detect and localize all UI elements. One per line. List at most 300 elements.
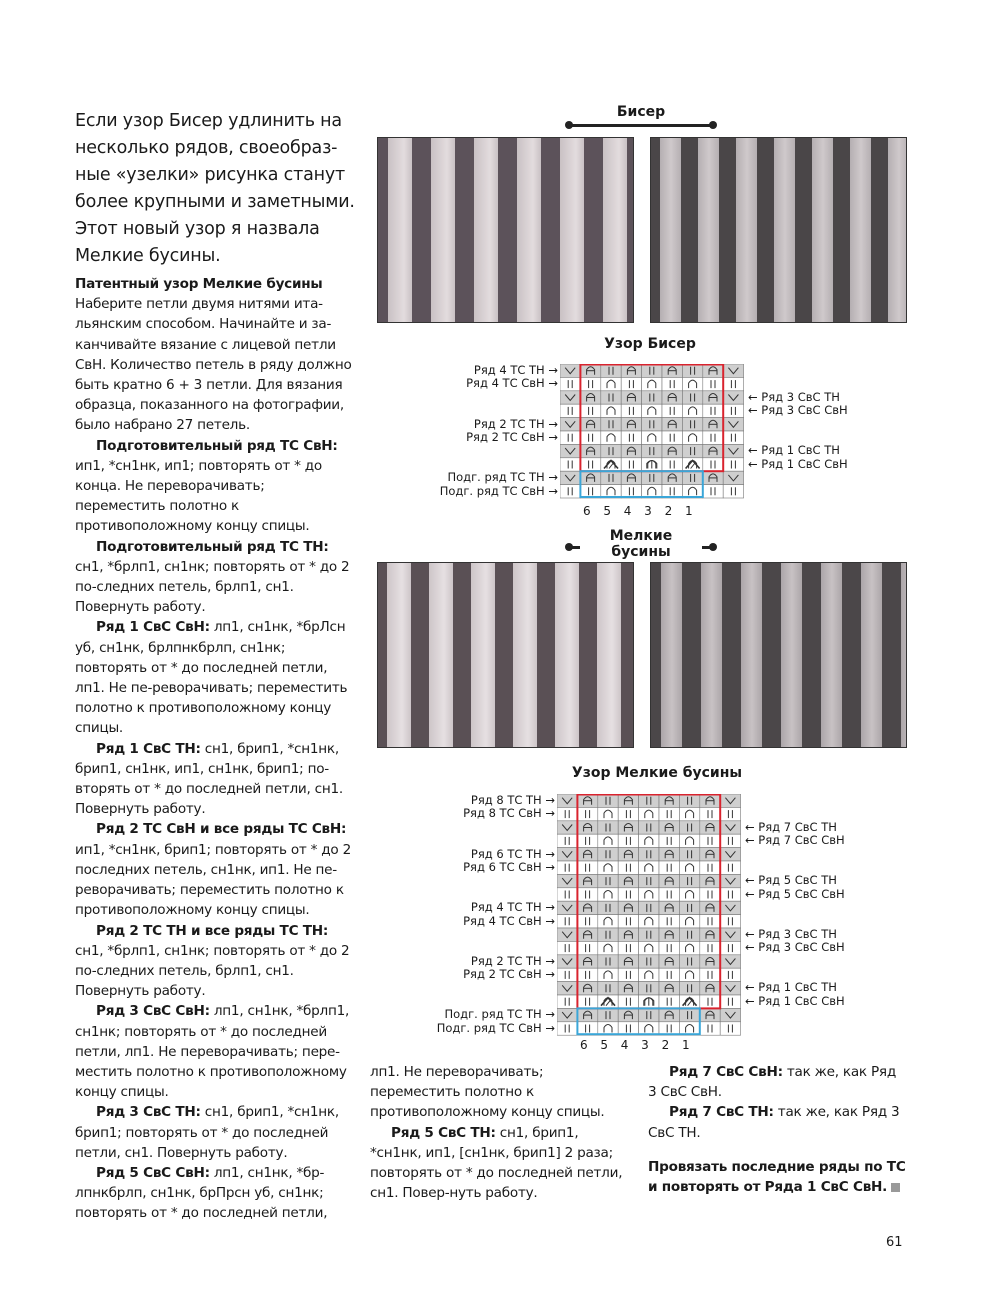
row-label-left: Ряд 4 ТС ТН → (470, 900, 555, 915)
chart-cell (639, 807, 659, 820)
photo-title-biser: Бисер (595, 104, 687, 120)
chart-cell (642, 391, 662, 404)
chart-cell (557, 941, 577, 954)
chart-cell (639, 901, 659, 914)
chart-cell (560, 471, 580, 484)
paragraph (75, 1102, 355, 1163)
chart-cell (723, 418, 743, 431)
chart-cell (639, 941, 659, 954)
chart-cell (618, 995, 638, 1008)
chart-cell (682, 364, 702, 377)
chart-title-biser: Узор Бисер (604, 336, 696, 352)
chart-cell (639, 955, 659, 968)
row-label-right (745, 807, 865, 820)
chart-cell (682, 418, 702, 431)
paragraph-text: лп1, сн1нк, *брЛсн уб, сн1нк, брлпнкбрлп, сн1нк; повторять от * до последней петли, лп1. Не пе-реворачивать; переместить полотно к противоположному концу спицы. (75, 619, 348, 737)
row-label-left: Ряд 8 ТС ТН → (470, 793, 555, 807)
chart-biser-left-labels (380, 364, 558, 498)
chart-cell (621, 377, 641, 390)
chart-cell (601, 364, 621, 377)
chart-cell (598, 848, 618, 861)
paragraph (75, 739, 355, 820)
chart-cell (723, 431, 743, 444)
row-label-left: Подг. ряд ТС ТН → (447, 470, 558, 485)
chart-cell (601, 391, 621, 404)
row-label-left (377, 834, 555, 847)
text-column-3 (648, 1062, 908, 1197)
chart-cell (557, 848, 577, 861)
paragraph-heading: Ряд 3 СвС СвН: (96, 1003, 210, 1020)
chart-cell (618, 941, 638, 954)
chart-cell (598, 807, 618, 820)
row-label-right (745, 1022, 865, 1035)
chart-cell (700, 807, 720, 820)
chart-cell (601, 471, 621, 484)
chart-cell (700, 888, 720, 901)
paragraph (370, 1062, 632, 1123)
row-label-right (745, 901, 865, 914)
title-rule (568, 124, 714, 127)
chart-cell (557, 874, 577, 887)
chart-cell (720, 1008, 740, 1021)
row-label-left: Ряд 2 ТС ТН → (470, 953, 555, 968)
end-marker (891, 1183, 900, 1192)
row-label-left: Ряд 6 ТС ТН → (470, 846, 555, 861)
chart-cell (682, 377, 702, 390)
chart-cell (577, 861, 597, 874)
chart-cell (703, 377, 723, 390)
row-label-right: ← Ряд 1 СвС ТН (748, 443, 840, 458)
chart-biser (560, 364, 744, 499)
chart-cell (598, 915, 618, 928)
chart-cell (598, 928, 618, 941)
chart-cell (679, 982, 699, 995)
photo-biser-2 (650, 137, 907, 323)
row-label-right: ← Ряд 7 СвС СвН (745, 833, 845, 848)
chart-cell (560, 391, 580, 404)
chart-cell (642, 444, 662, 457)
stitch-number: 2 (664, 504, 673, 518)
row-label-right (748, 431, 868, 444)
paragraph (75, 819, 355, 920)
chart-cell (642, 404, 662, 417)
chart-biser-numbers (583, 504, 705, 518)
chart-cell (557, 888, 577, 901)
chart-cell (720, 968, 740, 981)
row-label-left: Ряд 2 ТС СвН → (463, 967, 555, 982)
paragraph (75, 294, 355, 435)
chart-cell (700, 834, 720, 847)
row-label-right (745, 1008, 865, 1021)
paragraph (75, 921, 355, 1002)
chart-cell (720, 995, 740, 1008)
chart-cell (682, 431, 702, 444)
row-label-left (377, 941, 555, 954)
chart-cell (598, 901, 618, 914)
paragraph (75, 617, 355, 738)
chart-cell (560, 364, 580, 377)
chart-cell (720, 874, 740, 887)
chart-cell (577, 941, 597, 954)
text-column-1 (75, 274, 355, 1224)
row-label-left: Ряд 8 ТС СвН → (463, 806, 555, 821)
row-label-right (748, 364, 868, 377)
chart-cell (639, 982, 659, 995)
chart-cell (618, 888, 638, 901)
paragraph-heading: Ряд 2 ТС ТН и все ряды ТС ТН: (96, 922, 329, 939)
chart-cell (580, 404, 600, 417)
rule-dot (709, 121, 717, 129)
chart-cell (723, 471, 743, 484)
chart-cell (723, 458, 743, 471)
chart-cell (639, 848, 659, 861)
chart-cell (659, 834, 679, 847)
chart-cell (639, 861, 659, 874)
chart-cell (598, 955, 618, 968)
chart-cell (679, 901, 699, 914)
chart-cell (598, 1008, 618, 1021)
chart-cell (580, 431, 600, 444)
row-label-right (745, 848, 865, 861)
chart-cell (639, 794, 659, 807)
paragraph-text: лп1, сн1нк, *брлп1, сн1нк; повторять от * до последней петли, лп1. Не переворачивать; пере-местить полотно к противоположному концу спицы. (75, 1003, 350, 1101)
chart-cell (598, 874, 618, 887)
chart-cell (720, 807, 740, 820)
chart-cell (682, 485, 702, 498)
chart-busin (557, 794, 741, 1037)
paragraph (75, 537, 355, 618)
row-label-right (745, 861, 865, 874)
photo-title-busin: Мелкие бусины (580, 528, 702, 560)
chart-cell (679, 821, 699, 834)
chart-cell (598, 821, 618, 834)
chart-busin-numbers (580, 1038, 702, 1052)
chart-cell (557, 982, 577, 995)
row-label-right: ← Ряд 3 СвС ТН (748, 389, 840, 404)
chart-cell (598, 982, 618, 995)
chart-cell (557, 995, 577, 1008)
paragraph-heading: Ряд 1 СвС ТН: (96, 740, 201, 757)
chart-cell (659, 941, 679, 954)
chart-cell (720, 928, 740, 941)
paragraph-heading: Ряд 5 СвС СвН: (96, 1164, 210, 1181)
chart-cell (682, 404, 702, 417)
photo-busin-1 (377, 562, 634, 748)
chart-cell (659, 861, 679, 874)
chart-cell (659, 807, 679, 820)
chart-cell (679, 888, 699, 901)
paragraph-heading: Подготовительный ряд ТС СвН: (96, 437, 338, 454)
chart-cell (659, 995, 679, 1008)
paragraph-text: лп1. Не переворачивать; переместить полотно к противоположному концу спицы. (370, 1064, 605, 1121)
row-label-left (377, 888, 555, 901)
chart-cell (700, 995, 720, 1008)
rule-dot (565, 121, 573, 129)
chart-cell (679, 941, 699, 954)
chart-cell (679, 1008, 699, 1021)
chart-cell (621, 485, 641, 498)
paragraph-text: сн1, брип1, *сн1нк, брип1; повторять от * до последней петли, сн1. Повернуть работу. (75, 1104, 339, 1161)
chart-cell (601, 404, 621, 417)
chart-cell (679, 1022, 699, 1035)
chart-cell (662, 458, 682, 471)
intro-paragraph: Если узор Бисер удлинить на несколько рядов, своеобраз-ные «узелки» рисунка станут более крупными и заметными. Этот новый узор я назвала Мелкие бусины. (75, 111, 355, 266)
chart-cell (557, 1008, 577, 1021)
chart-cell (639, 834, 659, 847)
row-label-right: ← Ряд 3 СвС ТН (745, 926, 837, 941)
paragraph-text: сн1, брип1, *сн1нк, ип1, [сн1нк, брип1] 2 раза; повторять от * до последней петли, сн1. Повер-нуть работу. (370, 1124, 623, 1202)
stitch-number: 5 (600, 1038, 609, 1052)
chart-cell (639, 928, 659, 941)
chart-cell (720, 821, 740, 834)
stitch-number: 6 (583, 504, 591, 518)
chart-cell (679, 915, 699, 928)
chart-cell (621, 404, 641, 417)
stitch-number: 1 (684, 504, 693, 518)
chart-cell (642, 418, 662, 431)
chart-cell (642, 431, 662, 444)
stitch-number: 4 (623, 504, 632, 518)
chart-cell (560, 485, 580, 498)
row-label-left (377, 995, 555, 1008)
photo-biser-1 (377, 137, 634, 323)
paragraph-text: так же, как Ряд 3 СвС ТН. (648, 1104, 900, 1141)
chart-cell (662, 485, 682, 498)
chart-cell (703, 431, 723, 444)
row-label-left: Подг. ряд ТС ТН → (444, 1007, 555, 1022)
chart-cell (639, 874, 659, 887)
chart-cell (557, 807, 577, 820)
paragraph-text: ип1, *сн1нк, ип1; повторять от * до конца. Не переворачивать; переместить полотно к противоположному концу спицы. (75, 457, 322, 535)
paragraph (370, 1123, 632, 1204)
chart-cell (601, 377, 621, 390)
row-label-left: Подг. ряд ТС СвН → (436, 1020, 555, 1035)
chart-cell (639, 821, 659, 834)
page-number: 61 (886, 1235, 903, 1250)
row-label-left (380, 444, 558, 457)
paragraph-heading: Провязать последние ряды по ТС и повторять от Ряда 1 СвС СвН. (648, 1158, 906, 1196)
chart-busin-right-labels (745, 794, 865, 1035)
chart-cell (679, 848, 699, 861)
row-label-right: ← Ряд 7 СвС ТН (745, 819, 837, 834)
chart-cell (557, 834, 577, 847)
chart-cell (580, 458, 600, 471)
row-label-left: Подг. ряд ТС СвН → (439, 483, 558, 498)
chart-cell (703, 458, 723, 471)
paragraph (75, 1163, 355, 1224)
chart-cell (618, 1022, 638, 1035)
stitch-number: 3 (644, 504, 652, 518)
chart-cell (723, 444, 743, 457)
row-label-left (377, 981, 555, 994)
chart-cell (560, 418, 580, 431)
chart-cell (659, 888, 679, 901)
row-label-left (377, 874, 555, 887)
chart-cell (557, 915, 577, 928)
paragraph (75, 1001, 355, 1102)
paragraph-heading: Ряд 1 СвС СвН: (96, 619, 210, 636)
paragraph (648, 1157, 908, 1197)
chart-cell (598, 941, 618, 954)
paragraph (75, 274, 355, 294)
chart-cell (679, 968, 699, 981)
row-label-right (748, 471, 868, 484)
chart-cell (720, 982, 740, 995)
stitch-number: 6 (580, 1038, 588, 1052)
row-label-right: ← Ряд 5 СвС ТН (745, 873, 837, 888)
chart-cell (659, 968, 679, 981)
row-label-left: Ряд 4 ТС ТН → (473, 363, 558, 377)
chart-cell (621, 458, 641, 471)
chart-cell (557, 968, 577, 981)
chart-cell (720, 941, 740, 954)
paragraph-heading: Ряд 7 СвС ТН: (669, 1104, 774, 1121)
row-label-right: ← Ряд 3 СвС СвН (745, 940, 845, 955)
row-label-right: ← Ряд 1 СвС СвН (748, 456, 848, 471)
chart-cell (700, 1022, 720, 1035)
chart-cell (621, 431, 641, 444)
chart-cell (598, 794, 618, 807)
chart-cell (560, 431, 580, 444)
chart-cell (577, 995, 597, 1008)
chart-cell (723, 485, 743, 498)
row-label-right: ← Ряд 1 СвС ТН (745, 980, 837, 995)
paragraph-heading: Ряд 2 ТС СвН и все ряды ТС СвН: (96, 821, 347, 838)
row-label-right (745, 968, 865, 981)
chart-cell (723, 391, 743, 404)
chart-cell (577, 915, 597, 928)
chart-cell (723, 377, 743, 390)
chart-cell (598, 834, 618, 847)
row-label-left (380, 458, 558, 471)
chart-busin-left-labels (377, 794, 555, 1035)
chart-cell (720, 915, 740, 928)
chart-cell (639, 915, 659, 928)
chart-cell (639, 1022, 659, 1035)
row-label-left: Ряд 4 ТС СвН → (463, 913, 555, 928)
chart-cell (577, 968, 597, 981)
chart-cell (639, 1008, 659, 1021)
rule-dot (709, 543, 717, 551)
chart-cell (662, 431, 682, 444)
row-label-left: Ряд 2 ТС СвН → (466, 429, 558, 444)
chart-cell (639, 968, 659, 981)
chart-cell (642, 364, 662, 377)
chart-cell (557, 901, 577, 914)
chart-cell (700, 915, 720, 928)
chart-cell (560, 404, 580, 417)
chart-cell (659, 1022, 679, 1035)
chart-cell (601, 431, 621, 444)
paragraph (75, 436, 355, 537)
chart-cell (723, 364, 743, 377)
paragraph (648, 1062, 908, 1102)
chart-cell (682, 391, 702, 404)
paragraph (648, 1102, 908, 1142)
row-label-right (748, 418, 868, 431)
chart-cell (557, 955, 577, 968)
paragraph-text: лп1, сн1нк, *бр-лпнкбрлп, сн1нк, брПрсн уб, сн1нк; повторять от * до последней петли, (75, 1164, 328, 1222)
chart-cell (580, 377, 600, 390)
stitch-number: 2 (661, 1038, 670, 1052)
chart-cell (642, 377, 662, 390)
chart-cell (618, 807, 638, 820)
chart-cell (679, 928, 699, 941)
paragraph-heading: Патентный узор Мелкие бусины (75, 276, 323, 292)
paragraph-text: Наберите петли двумя нитями ита-льянским способом. Начинайте и за-канчивайте вязание с лицевой петли СвН. Количество петель в ряду должно быть кратно 6 + 3 петли. Для вязания образца, показанного на фотографии, было набрано 27 петель. (75, 296, 352, 434)
chart-title-busin: Узор Мелкие бусины (571, 765, 743, 781)
chart-cell (682, 444, 702, 457)
chart-cell (560, 444, 580, 457)
chart-cell (560, 377, 580, 390)
chart-cell (720, 794, 740, 807)
stitch-number: 1 (681, 1038, 690, 1052)
row-label-left (377, 928, 555, 941)
chart-cell (703, 485, 723, 498)
chart-cell (618, 915, 638, 928)
chart-cell (618, 861, 638, 874)
chart-cell (720, 901, 740, 914)
chart-cell (639, 888, 659, 901)
paragraph-heading: Подготовительный ряд ТС ТН: (96, 538, 329, 555)
chart-cell (557, 1022, 577, 1035)
chart-cell (679, 955, 699, 968)
row-label-left: Ряд 6 ТС СвН → (463, 859, 555, 874)
chart-cell (700, 861, 720, 874)
chart-cell (720, 888, 740, 901)
chart-cell (618, 968, 638, 981)
chart-cell (598, 1022, 618, 1035)
chart-cell (720, 1022, 740, 1035)
paragraph-text: сн1, *брлп1, сн1нк; повторять от * до 2 по-следних петель, брлп1, сн1. Повернуть работу. (75, 942, 350, 1000)
row-label-right (748, 485, 868, 498)
row-label-right (748, 377, 868, 390)
chart-cell (679, 807, 699, 820)
chart-biser-right-labels (748, 364, 868, 498)
stitch-number: 4 (620, 1038, 629, 1052)
chart-cell (598, 968, 618, 981)
paragraph-text: ип1, *сн1нк, брип1; повторять от * до 2 последних петель, сн1нк, ип1. Не пе-реворачивать; переместить полотно к противоположному концу спицы. (75, 841, 351, 919)
chart-cell (723, 404, 743, 417)
paragraph-heading: Ряд 5 СвС ТН: (391, 1124, 496, 1141)
chart-cell (557, 928, 577, 941)
chart-cell (557, 821, 577, 834)
chart-cell (679, 874, 699, 887)
chart-cell (618, 834, 638, 847)
row-label-right (745, 794, 865, 807)
chart-cell (720, 834, 740, 847)
chart-cell (557, 861, 577, 874)
chart-cell (682, 471, 702, 484)
chart-cell (662, 377, 682, 390)
chart-cell (679, 834, 699, 847)
paragraph-heading: Ряд 7 СвС СвН: (669, 1064, 783, 1080)
row-label-left (380, 391, 558, 404)
text-column-2 (370, 1062, 632, 1203)
chart-cell (720, 861, 740, 874)
stitch-number: 3 (641, 1038, 649, 1052)
chart-cell (577, 807, 597, 820)
chart-cell (642, 471, 662, 484)
stitch-number: 5 (603, 504, 612, 518)
chart-cell (642, 485, 662, 498)
chart-cell (720, 955, 740, 968)
row-label-right: ← Ряд 5 СвС СвН (745, 886, 845, 901)
chart-cell (577, 1022, 597, 1035)
chart-cell (577, 834, 597, 847)
chart-cell (560, 458, 580, 471)
chart-cell (679, 794, 699, 807)
